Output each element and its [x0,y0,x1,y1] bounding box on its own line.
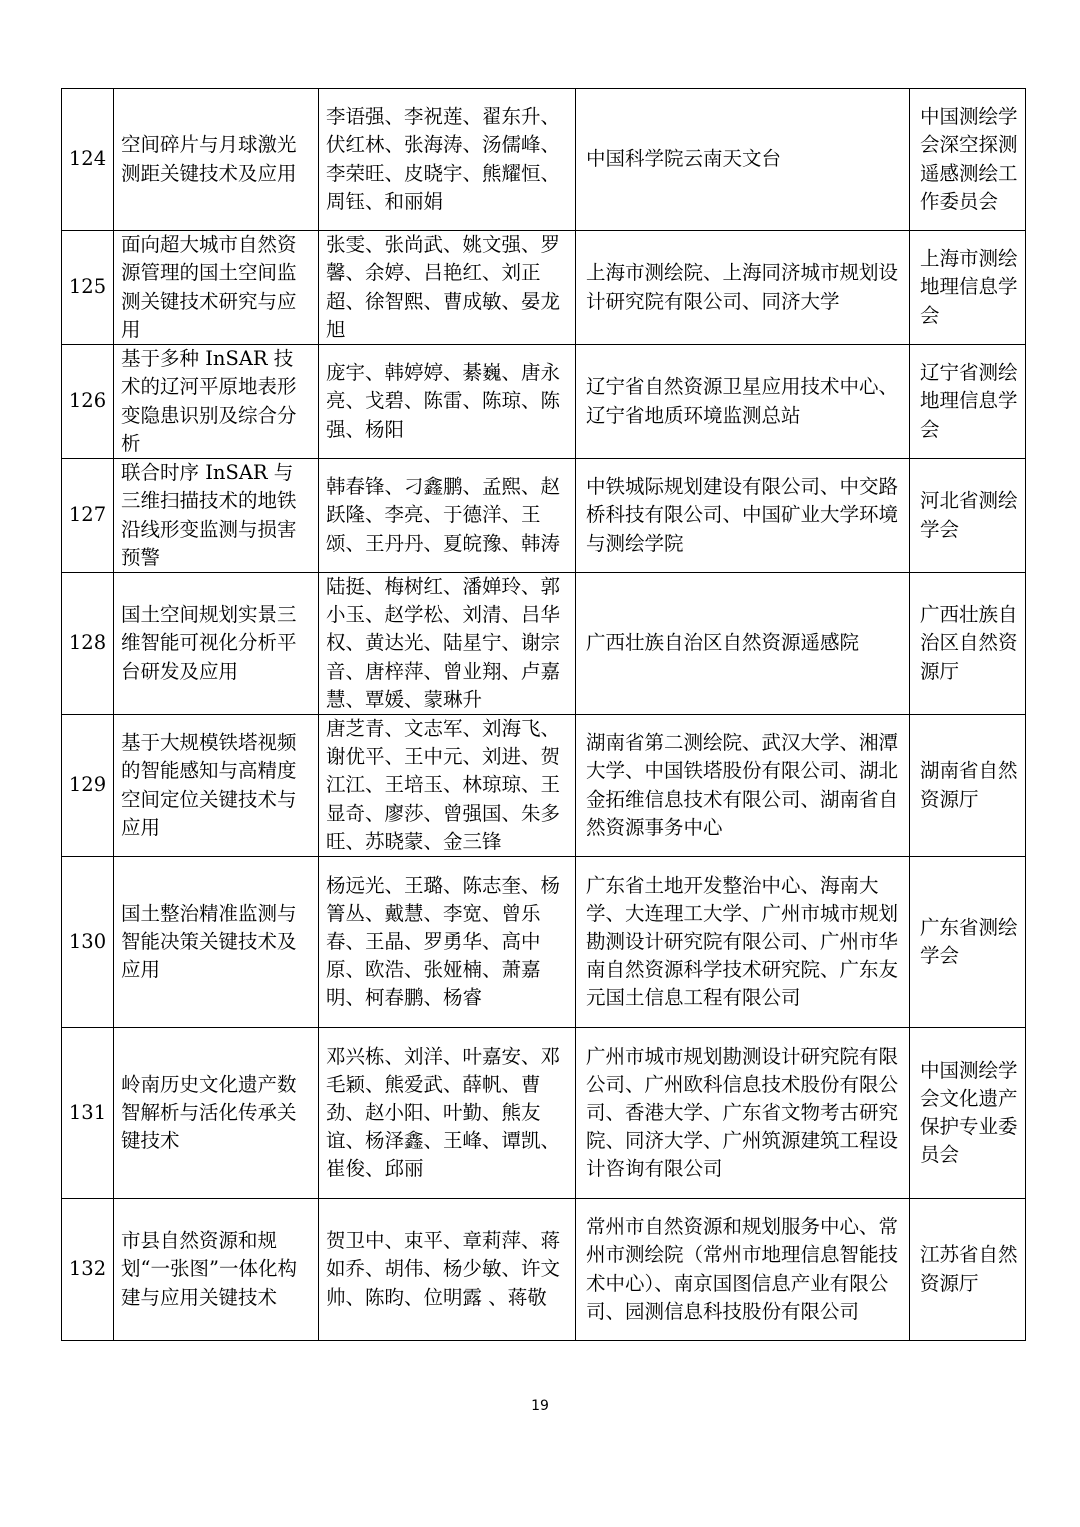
awards-table [61,88,1026,1341]
main-units-cell: 中铁城际规划建设有限公司、中交路桥科技有限公司、中国矿业大学环境与测绘学院 [576,459,910,573]
recommending-unit-cell: 湖南省自然资源厅 [910,715,1026,857]
page-number: 19 [531,1398,549,1414]
table-row [62,1028,1026,1199]
project-name-cell: 市县自然资源和规划“一张图”一体化构建与应用关键技术 [114,1199,319,1341]
row-number-cell: 125 [62,231,114,345]
main-units-cell: 上海市测绘院、上海同济城市规划设计研究院有限公司、同济大学 [576,231,910,345]
table-row [62,459,1026,573]
row-number-cell: 129 [62,715,114,857]
recommending-unit-cell: 江苏省自然资源厅 [910,1199,1026,1341]
project-name-cell: 空间碎片与月球激光测距关键技术及应用 [114,89,319,231]
table-body [62,89,1026,1341]
project-name-cell: 国土整治精准监测与智能决策关键技术及应用 [114,857,319,1028]
main-contributors-cell: 韩春锋、刁鑫鹏、孟熙、赵跃隆、李亮、于德洋、王颂、王丹丹、夏皖豫、韩涛 [319,459,576,573]
table-row [62,1199,1026,1341]
row-number-cell: 126 [62,345,114,459]
main-contributors-cell: 陆挺、梅树红、潘婵玲、郭小玉、赵学松、刘清、吕华权、黄达光、陆星宁、谢宗音、唐梓萍、曾业翔、卢嘉慧、覃媛、蒙琳升 [319,573,576,715]
table-row [62,231,1026,345]
main-units-cell: 广东省土地开发整治中心、海南大学、大连理工大学、广州市城市规划勘测设计研究院有限公司、广州市华南自然资源科学技术研究院、广东友元国土信息工程有限公司 [576,857,910,1028]
project-name-cell: 基于大规模铁塔视频的智能感知与高精度空间定位关键技术与应用 [114,715,319,857]
main-units-cell: 中国科学院云南天文台 [576,89,910,231]
table-row [62,89,1026,231]
table-row [62,345,1026,459]
recommending-unit-cell: 广西壮族自治区自然资源厅 [910,573,1026,715]
recommending-unit-cell: 河北省测绘学会 [910,459,1026,573]
table-row [62,857,1026,1028]
main-units-cell: 广西壮族自治区自然资源遥感院 [576,573,910,715]
recommending-unit-cell: 辽宁省测绘地理信息学会 [910,345,1026,459]
row-number-cell: 128 [62,573,114,715]
main-contributors-cell: 杨远光、王璐、陈志奎、杨箐丛、戴慧、李宽、曾乐春、王晶、罗勇华、高中原、欧浩、张娅楠、萧嘉明、柯春鹏、杨睿 [319,857,576,1028]
row-number-cell: 130 [62,857,114,1028]
main-contributors-cell: 唐芝青、文志军、刘海飞、谢优平、王中元、刘进、贺江江、王培玉、林琼琼、王显奇、廖莎、曾强国、朱多旺、苏晓蒙、金三锋 [319,715,576,857]
main-units-cell: 广州市城市规划勘测设计研究院有限公司、广州欧科信息技术股份有限公司、香港大学、广东省文物考古研究院、同济大学、广州筑源建筑工程设计咨询有限公司 [576,1028,910,1199]
main-contributors-cell: 张雯、张尚武、姚文强、罗馨、余婷、吕艳红、刘正超、徐智熙、曹成敏、晏龙旭 [319,231,576,345]
table-row [62,573,1026,715]
recommending-unit-cell: 中国测绘学会文化遗产保护专业委员会 [910,1028,1026,1199]
main-contributors-cell: 李语强、李祝莲、翟东升、伏红林、张海涛、汤儒峰、李荣旺、皮晓宇、熊耀恒、周钰、和丽娟 [319,89,576,231]
project-name-cell: 基于多种 InSAR 技术的辽河平原地表形变隐患识别及综合分析 [114,345,319,459]
main-units-cell: 辽宁省自然资源卫星应用技术中心、辽宁省地质环境监测总站 [576,345,910,459]
row-number-cell: 124 [62,89,114,231]
row-number-cell: 127 [62,459,114,573]
table-row [62,715,1026,857]
main-units-cell: 常州市自然资源和规划服务中心、常州市测绘院（常州市地理信息智能技术中心）、南京国图信息产业有限公司、园测信息科技股份有限公司 [576,1199,910,1341]
recommending-unit-cell: 上海市测绘地理信息学会 [910,231,1026,345]
recommending-unit-cell: 中国测绘学会深空探测遥感测绘工作委员会 [910,89,1026,231]
project-name-cell: 联合时序 InSAR 与三维扫描技术的地铁沿线形变监测与损害预警 [114,459,319,573]
main-contributors-cell: 贺卫中、束平、章莉萍、蒋如乔、胡伟、杨少敏、许文帅、陈昀、位明露 、蒋敬 [319,1199,576,1341]
main-contributors-cell: 邓兴栋、刘洋、叶嘉安、邓毛颖、熊爱武、薛帆、曹劲、赵小阳、叶勤、熊友谊、杨泽鑫、王峰、谭凯、崔俊、邱丽 [319,1028,576,1199]
main-units-cell: 湖南省第二测绘院、武汉大学、湘潭大学、中国铁塔股份有限公司、湖北金拓维信息技术有限公司、湖南省自然资源事务中心 [576,715,910,857]
project-name-cell: 国土空间规划实景三维智能可视化分析平台研发及应用 [114,573,319,715]
recommending-unit-cell: 广东省测绘学会 [910,857,1026,1028]
project-name-cell: 岭南历史文化遗产数智解析与活化传承关键技术 [114,1028,319,1199]
row-number-cell: 132 [62,1199,114,1341]
project-name-cell: 面向超大城市自然资源管理的国土空间监测关键技术研究与应用 [114,231,319,345]
main-contributors-cell: 庞宇、韩婷婷、綦巍、唐永亮、戈碧、陈雷、陈琼、陈强、杨阳 [319,345,576,459]
row-number-cell: 131 [62,1028,114,1199]
